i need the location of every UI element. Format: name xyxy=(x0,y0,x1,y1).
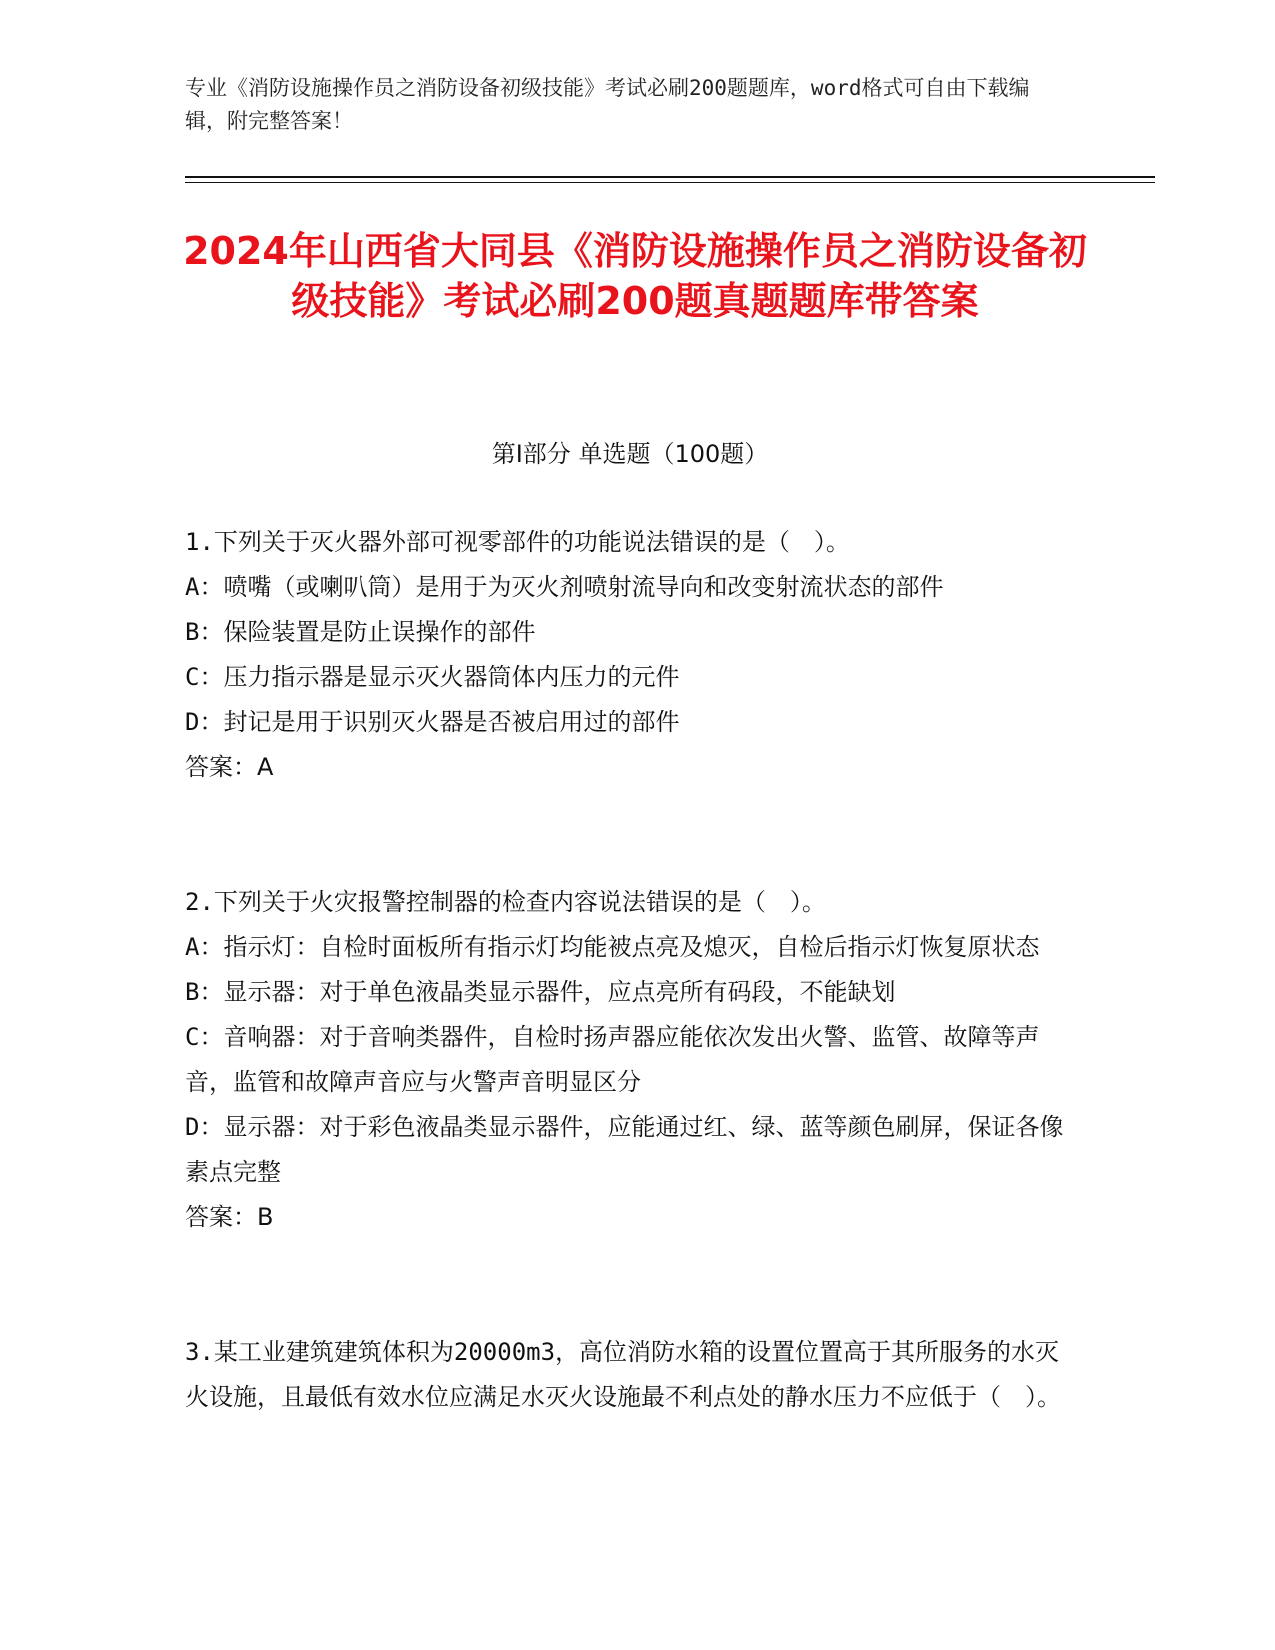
question-stem: 2.下列关于火灾报警控制器的检查内容说法错误的是（ ）。 xyxy=(185,888,826,916)
question-stem: 1.下列关于灭火器外部可视零部件的功能说法错误的是（ ）。 xyxy=(185,528,850,556)
question-1 xyxy=(185,520,1070,790)
header-divider-thin xyxy=(185,182,1155,183)
header-divider-thick xyxy=(185,176,1155,178)
document-title: 2024年山西省大同县《消防设施操作员之消防设备初级技能》考试必刷200题真题题库带答案 xyxy=(183,229,1087,323)
question-3 xyxy=(185,1330,1070,1420)
option-b: B：显示器：对于单色液晶类显示器件，应点亮所有码段，不能缺划 xyxy=(185,978,896,1006)
answer-label: 答案：B xyxy=(185,1203,274,1231)
option-b: B：保险装置是防止误操作的部件 xyxy=(185,618,536,646)
option-c: C：压力指示器是显示灭火器筒体内压力的元件 xyxy=(185,663,680,691)
answer-label: 答案：A xyxy=(185,753,274,781)
option-c: C：音响器：对于音响类器件，自检时扬声器应能依次发出火警、监管、故障等声音，监管和故障声音应与火警声音明显区分 xyxy=(185,1023,1040,1096)
option-d: D：显示器：对于彩色液晶类显示器件，应能通过红、绿、蓝等颜色刷屏，保证各像素点完整 xyxy=(185,1113,1064,1186)
header-note: 专业《消防设施操作员之消防设备初级技能》考试必刷200题题库，word格式可自由下载编辑，附完整答案！ xyxy=(185,76,1030,133)
question-2 xyxy=(185,880,1070,1240)
question-stem: 3.某工业建筑建筑体积为20000m3，高位消防水箱的设置位置高于其所服务的水灭火设施，且最低有效水位应满足水灭火设施最不利点处的静水压力不应低于（ ）。 xyxy=(185,1338,1061,1411)
option-a: A：指示灯：自检时面板所有指示灯均能被点亮及熄灭，自检后指示灯恢复原状态 xyxy=(185,933,1040,961)
option-d: D：封记是用于识别灭火器是否被启用过的部件 xyxy=(185,708,680,736)
section-title: 第I部分 单选题（100题） xyxy=(491,440,769,468)
option-a: A：喷嘴（或喇叭筒）是用于为灭火剂喷射流导向和改变射流状态的部件 xyxy=(185,573,944,601)
